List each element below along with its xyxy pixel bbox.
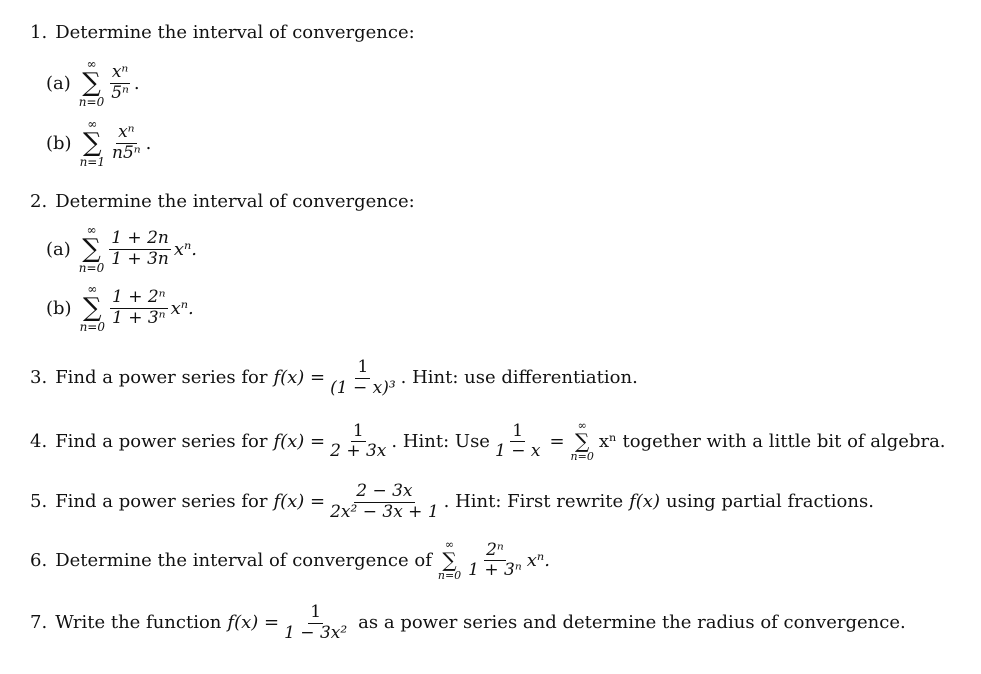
problem-4-hint-post: xⁿ together with a little bit of algebra. — [598, 430, 946, 452]
problem-7-fx: f(x) = — [227, 612, 280, 634]
problem-5-hint-fx: f(x) — [629, 491, 660, 513]
problem-1a — [46, 58, 140, 109]
problem-7-post: as a power series and determine the radius of convergence. — [358, 612, 906, 634]
problem-6 — [30, 539, 550, 582]
sum-upper: ∞ — [87, 117, 98, 131]
denominator: 5ⁿ — [111, 83, 129, 104]
problem-4-fx: f(x) = — [273, 430, 326, 452]
problem-4-text: Find a power series for — [55, 430, 268, 452]
problem-1b-tail: . — [145, 132, 152, 154]
problem-4-sum — [571, 420, 594, 463]
sigma-symbol: ∑ — [575, 429, 590, 454]
problem-2b-sum — [80, 283, 105, 334]
denominator: 2 + 3x — [330, 441, 387, 462]
problem-4-hint-fraction — [493, 422, 542, 462]
problem-7-fraction — [282, 603, 349, 643]
denominator: 1 − x — [494, 441, 541, 462]
problem-2a — [46, 224, 197, 275]
sigma-symbol: ∑ — [83, 293, 102, 324]
denominator: 2x² − 3x + 1 — [330, 501, 439, 522]
numerator: 1 + 2ⁿ — [112, 287, 166, 308]
denominator: 1 − 3x² — [284, 622, 348, 643]
problem-2-text: Determine the interval of convergence: — [55, 191, 415, 212]
numerator: xⁿ — [118, 122, 135, 143]
denominator: n5ⁿ — [112, 143, 141, 164]
sum-upper: ∞ — [87, 282, 98, 296]
problem-6-text: Determine the interval of convergence of — [55, 549, 432, 571]
numerator: 1 — [512, 420, 524, 441]
problem-3-fraction — [328, 358, 398, 398]
problem-2b-fraction — [110, 288, 168, 328]
problem-2a-fraction — [109, 229, 171, 269]
problem-7-number: 7. — [30, 612, 48, 634]
problem-1a-fraction — [109, 63, 131, 103]
problem-1a-sum — [79, 58, 104, 109]
denominator: (1 − x)³ — [330, 377, 396, 398]
numerator: 1 — [310, 602, 322, 622]
sigma-symbol: ∑ — [82, 68, 101, 99]
sigma-symbol: ∑ — [83, 128, 102, 159]
problem-5-number: 5. — [30, 491, 48, 513]
problem-6-fraction — [466, 541, 524, 581]
problem-2-heading — [30, 193, 415, 211]
problem-1a-label: (a) — [46, 72, 71, 94]
problem-6-sum — [438, 539, 461, 582]
problem-2a-sum — [79, 224, 104, 275]
numerator: 1 + 2n — [111, 228, 169, 249]
sum-lower: n=1 — [79, 154, 105, 169]
problem-7 — [30, 603, 906, 643]
problem-2a-label: (a) — [46, 238, 71, 260]
problem-5 — [30, 482, 874, 522]
sum-upper: ∞ — [86, 57, 97, 71]
sum-lower: n=0 — [79, 319, 105, 334]
problem-3-hint: . Hint: use differentiation. — [400, 367, 638, 389]
sum-lower: n=0 — [570, 450, 594, 464]
problem-6-tail: xⁿ. — [526, 549, 550, 571]
problem-2b-tail: xⁿ. — [170, 297, 194, 319]
numerator: 2 − 3x — [356, 481, 413, 501]
problem-1b — [46, 118, 151, 169]
numerator: 1 — [352, 420, 364, 441]
problem-3 — [30, 358, 638, 398]
problem-4-hint-pre: . Hint: Use — [391, 430, 490, 452]
problem-1b-sum — [80, 118, 105, 169]
problem-1-heading — [30, 24, 415, 42]
problem-5-fraction — [328, 482, 441, 522]
problem-3-fx: f(x) = — [273, 367, 326, 389]
numerator: xⁿ — [111, 62, 129, 83]
problem-1b-label: (b) — [46, 132, 72, 154]
problem-3-text: Find a power series for — [55, 367, 268, 389]
problem-2b-label: (b) — [46, 297, 72, 319]
sigma-symbol: ∑ — [442, 548, 457, 573]
problem-2-number: 2. — [30, 191, 48, 212]
denominator: 1 + 3n — [111, 249, 169, 270]
sum-lower: n=0 — [78, 260, 105, 275]
problem-5-hint-post: using partial fractions. — [665, 491, 874, 513]
denominator: 1 + 3ⁿ — [468, 560, 522, 581]
problem-4-number: 4. — [30, 430, 48, 452]
sum-lower: n=0 — [78, 94, 105, 109]
sum-upper: ∞ — [577, 419, 587, 432]
sum-lower: n=0 — [437, 569, 462, 583]
problem-1-text: Determine the interval of convergence: — [55, 22, 415, 43]
problem-5-fx: f(x) = — [273, 491, 326, 513]
problem-2b — [46, 283, 194, 334]
problem-3-number: 3. — [30, 367, 48, 389]
problem-5-hint-pre: . Hint: First rewrite — [443, 491, 624, 513]
problem-4-fraction — [328, 422, 388, 462]
problem-1-number: 1. — [30, 22, 48, 43]
sum-upper: ∞ — [444, 538, 455, 551]
sum-upper: ∞ — [86, 223, 97, 237]
problem-7-text: Write the function — [55, 612, 222, 634]
problem-1b-fraction — [110, 123, 143, 163]
numerator: 2ⁿ — [486, 539, 504, 560]
numerator: 1 — [357, 357, 369, 377]
problem-2a-tail: xⁿ. — [173, 238, 198, 260]
problem-6-number: 6. — [30, 549, 48, 571]
problem-1a-tail: . — [133, 72, 140, 94]
denominator: 1 + 3ⁿ — [112, 308, 166, 329]
problem-4-equals: = — [549, 430, 565, 452]
sigma-symbol: ∑ — [82, 234, 101, 265]
problem-5-text: Find a power series for — [55, 491, 268, 513]
problem-4 — [30, 420, 946, 463]
